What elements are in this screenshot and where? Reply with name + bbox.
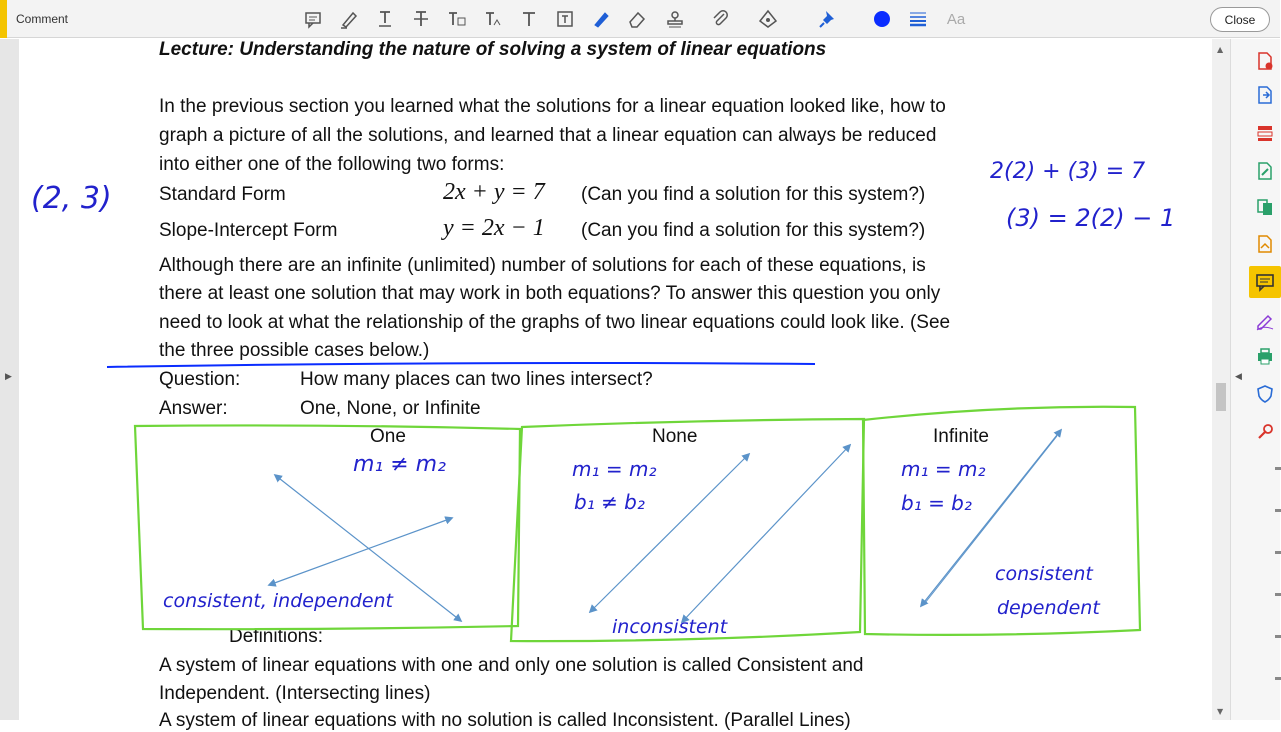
export-pdf-icon[interactable]: [1253, 83, 1277, 107]
combine-files-icon[interactable]: [1253, 195, 1277, 219]
ink-underline: [107, 363, 815, 367]
standard-form-label: Standard Form: [159, 184, 286, 205]
definition-line-2: Independent. (Intersecting lines): [159, 683, 431, 704]
more-tools-icon[interactable]: [1253, 420, 1277, 444]
case-infinite-title: Infinite: [933, 426, 989, 447]
mode-label: Comment: [16, 12, 69, 26]
send-for-signature-icon[interactable]: [1253, 309, 1277, 333]
handwritten-check-1: 2(2) + (3) = 7: [990, 159, 1146, 184]
panel-divider: [1275, 677, 1281, 680]
slope-intercept-question: (Can you find a solution for this system?): [581, 220, 926, 241]
standard-form-equation: 2x + y = 7: [443, 179, 545, 205]
intro-line-3: into either one of the following two forms:: [159, 154, 505, 175]
panel-divider: [1275, 551, 1281, 554]
question-label: Question:: [159, 369, 241, 390]
comment-tool-icon[interactable]: [1249, 266, 1281, 298]
one-line-b: [269, 518, 452, 585]
scroll-thumb[interactable]: [1216, 383, 1226, 411]
handwritten-check-2: (3) = 2(2) − 1: [1006, 204, 1176, 232]
definitions-label: Definitions:: [229, 626, 323, 647]
handwritten-consistent-independent: consistent, independent: [163, 590, 394, 612]
handwritten-infinite-intercepts: b₁ = b₂: [901, 491, 972, 515]
handwritten-point: (2, 3): [31, 181, 112, 216]
create-pdf-icon[interactable]: [1253, 49, 1277, 73]
protect-shield-icon[interactable]: [1253, 382, 1277, 406]
standard-form-question: (Can you find a solution for this system?): [581, 184, 926, 205]
print-production-icon[interactable]: [1253, 344, 1277, 368]
vertical-scrollbar[interactable]: [1212, 39, 1230, 720]
handwritten-none-intercepts: b₁ ≠ b₂: [574, 490, 645, 514]
slope-intercept-label: Slope-Intercept Form: [159, 220, 338, 241]
lecture-title: Lecture: Understanding the nature of solving a system of linear equations: [159, 39, 827, 60]
collapse-panel-icon[interactable]: ◀: [1235, 372, 1242, 382]
case-one-title: One: [370, 426, 406, 447]
intro-line-1: In the previous section you learned what the solutions for a linear equation looked like, how to: [159, 96, 946, 117]
handwritten-consistent: consistent: [995, 563, 1093, 585]
expand-left-icon[interactable]: ▶: [5, 372, 12, 382]
handwritten-none-slopes: m₁ = m₂: [572, 457, 657, 481]
handwritten-one-slopes: m₁ ≠ m₂: [353, 452, 446, 477]
panel-divider: [1275, 635, 1281, 638]
font-icon[interactable]: Aa: [946, 10, 966, 28]
right-tools-panel: [1230, 39, 1280, 720]
edit-pdf-icon[interactable]: [1253, 159, 1277, 183]
organize-pages-icon[interactable]: [1253, 121, 1277, 145]
intro-line-2: graph a picture of all the solutions, and learned that a linear equation can always be reduced: [159, 125, 937, 146]
handwritten-inconsistent: inconsistent: [612, 616, 728, 638]
para-line-2: there at least one solution that may work in both equations? To answer this question you only: [159, 283, 941, 304]
para-line-1: Although there are an infinite (unlimited) number of solutions for each of these equations, is: [159, 255, 926, 276]
none-line-b: [682, 445, 850, 622]
panel-divider: [1275, 593, 1281, 596]
para-line-4: the three possible cases below.): [159, 340, 430, 361]
case-none-title: None: [652, 426, 698, 447]
answer-label: Answer:: [159, 398, 228, 419]
close-button[interactable]: Close: [1210, 7, 1270, 32]
definition-line-1: A system of linear equations with one and only one solution is called Consistent and: [159, 655, 864, 676]
case-none-box: [511, 419, 864, 641]
panel-divider: [1275, 509, 1281, 512]
para-line-3: need to look at what the relationship of the graphs of two linear equations could look like. (See: [159, 312, 951, 333]
scroll-down-icon[interactable]: ▼: [1217, 707, 1224, 716]
panel-divider: [1275, 467, 1281, 470]
handwritten-dependent: dependent: [997, 597, 1100, 619]
question-text: How many places can two lines intersect?: [300, 369, 653, 390]
slope-intercept-equation: y = 2x − 1: [443, 215, 545, 241]
definition-line-3: A system of linear equations with no solution is called Inconsistent. (Parallel Lines): [159, 710, 851, 731]
answer-text: One, None, or Infinite: [300, 398, 481, 419]
scroll-up-icon[interactable]: ▲: [1217, 45, 1224, 54]
handwritten-infinite-slopes: m₁ = m₂: [901, 457, 986, 481]
fill-sign-icon[interactable]: [1253, 232, 1277, 256]
